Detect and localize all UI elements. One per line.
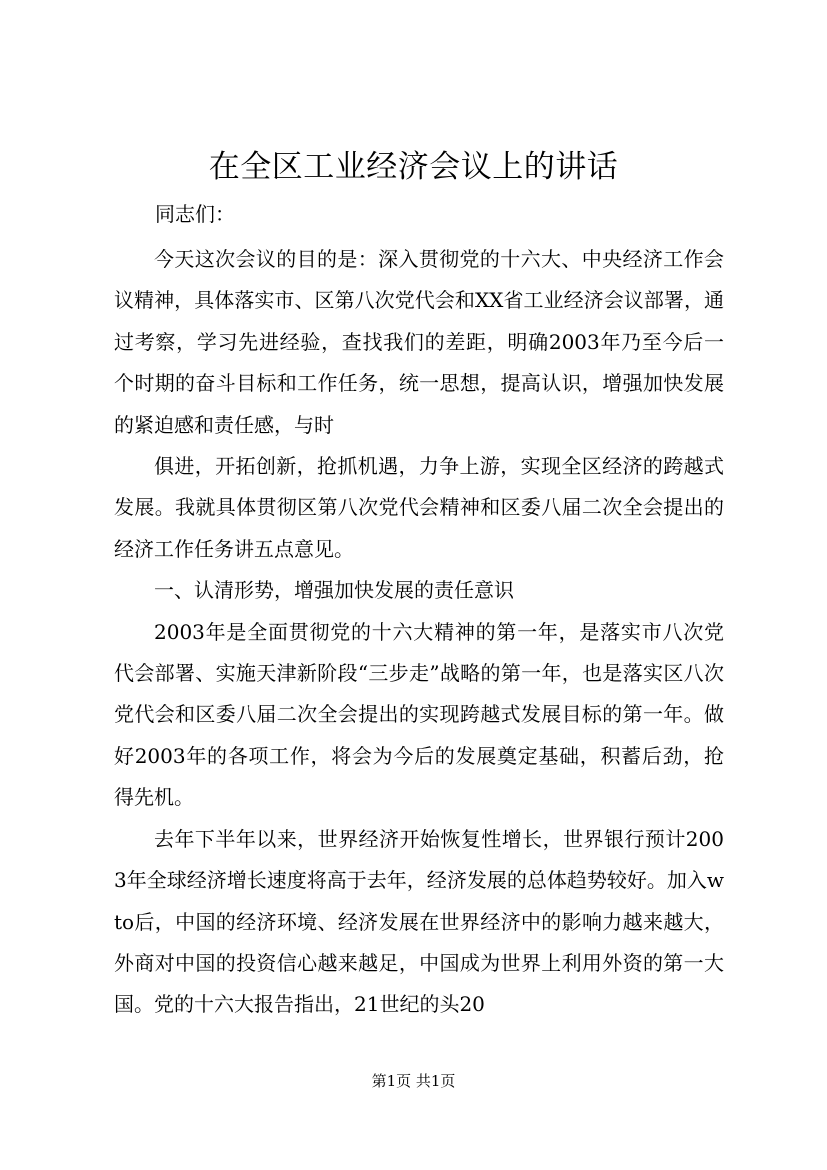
page-number-footer: 第1页 共1页 xyxy=(371,1072,456,1090)
paragraph-2003-overview: 2003年是全面贯彻党的十六大精神的第一年，是落实市八次党代会部署、实施天津新阶段“三步走”战略的第一年，也是落实区八次党代会和区委八届二次全会提出的实现跨越式发展目标的第一年。做好2003年的各项工作，将会为今后的发展奠定基础，积蓄后劲，抢得先机。 xyxy=(114,619,724,810)
paragraph-continuation: 俱进，开拓创新，抢抓机遇，力争上游，实现全区经济的跨越式发展。我就具体贯彻区第八次党代会精神和区委八届二次全会提出的经济工作任务讲五点意见。 xyxy=(114,454,724,561)
paragraph-intro: 今天这次会议的目的是：深入贯彻党的十六大、中央经济工作会议精神，具体落实市、区第八次党代会和XX省工业经济会议部署，通过考察，学习先进经验，查找我们的差距，明确2003年乃至今后一个时期的奋斗目标和工作任务，统一思想，提高认识，增强加快发展的紧迫感和责任感，与时 xyxy=(114,247,724,437)
paragraph-world-economy: 去年下半年以来，世界经济开始恢复性增长，世界银行预计2003年全球经济增长速度将高于去年，经济发展的总体趋势较好。加入wto后，中国的经济环境、经济发展在世界经济中的影响力越来越大，外商对中国的投资信心越来越足，中国成为世界上利用外资的第一大国。党的十六大报告指出，21世纪的头20 xyxy=(114,826,724,1017)
greeting-line: 同志们： xyxy=(155,202,235,226)
document-body xyxy=(114,239,724,1026)
document-title: 在全区工业经济会议上的讲话 xyxy=(208,149,619,185)
section-heading-one: 一、认清形势，增强加快发展的责任意识 xyxy=(154,578,514,603)
